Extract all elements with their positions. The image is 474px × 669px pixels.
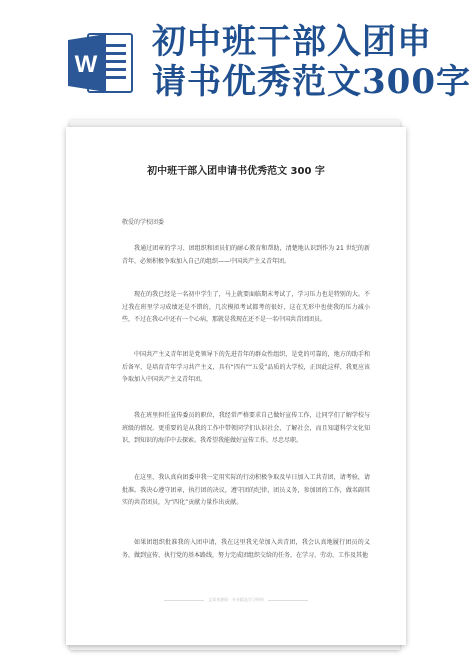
- page-footer: [66, 597, 406, 603]
- word-document-icon: [66, 28, 136, 98]
- paragraph: 在这里，我认真向团委申我一定用实际的行动积极争取及早日加入工共青团，请考验，请批准。我决心遵守团章，执行团的决议，遵守团的纪律，团员义务，参加团的工作，做名副其实的共青团员，为“四化”贡献力量作出贡献。: [122, 474, 370, 506]
- salutation: 敬爱的学校团委: [122, 219, 165, 226]
- paragraph: 我在班里担任宣传委员的职位，我经常严格要求自己做好宣传工作，让同学们了解学校与班级的情况。更重要的是从我的工作中带领同学们认识社会，了解社会，而且知道科学文化知识，到知识的海洋中去探索。我希望我能做好宣传工作，尽忠尽职。: [122, 412, 370, 444]
- footer-rule: [164, 600, 204, 601]
- footer-text: 文章来源网 · 专业精品学习资料: [208, 597, 264, 602]
- document-page: [66, 127, 406, 645]
- paragraph: 如果团组织批准我的入团申请，我在这里我光荣加入共青团，我会认真地履行团员的义务，做到宣传、执行党的基本路线，努力完成团组织交给的任务，在学习、劳动、工作及其他: [122, 539, 370, 559]
- paragraph: 中国共产主义青年团是党领导下的先进青年的群众性组织，是党的可靠的，地方的助手和后备军，是培育青年学习共产主义，具有“四有”“五爱”品质的大学校，正因此这样，我更应该争取加入中国共产主义青年团。: [122, 351, 370, 383]
- header-banner: [0, 0, 474, 115]
- banner-title: [152, 22, 471, 102]
- paragraph: 我通过团章的学习、团组织和团员们的耐心教育和帮助，清楚地认识到作为 21 世纪的新青年，必须积极争取加入自己的组织——中国共产主义青年团。: [122, 245, 370, 265]
- document-title: 初中班干部入团申请书优秀范文 300 字: [147, 166, 325, 177]
- footer-rule: [268, 600, 308, 601]
- banner-title-line: 请书优秀范文300字: [152, 62, 471, 102]
- paragraph: 现在的我已经是一名初中学生了，马上就要面临期末考试了，学习压力也是特别的大。不过我在班里学习成绩还是不错的，几次模拟考试都考的很好，这在无形中也使我的压力减小些，不过在我心中还有一个心病，那就是我现在还不是一名中国共青团团员。: [122, 291, 370, 323]
- banner-title-line: 初中班干部入团申: [152, 22, 432, 62]
- svg-text:W: W: [74, 51, 98, 78]
